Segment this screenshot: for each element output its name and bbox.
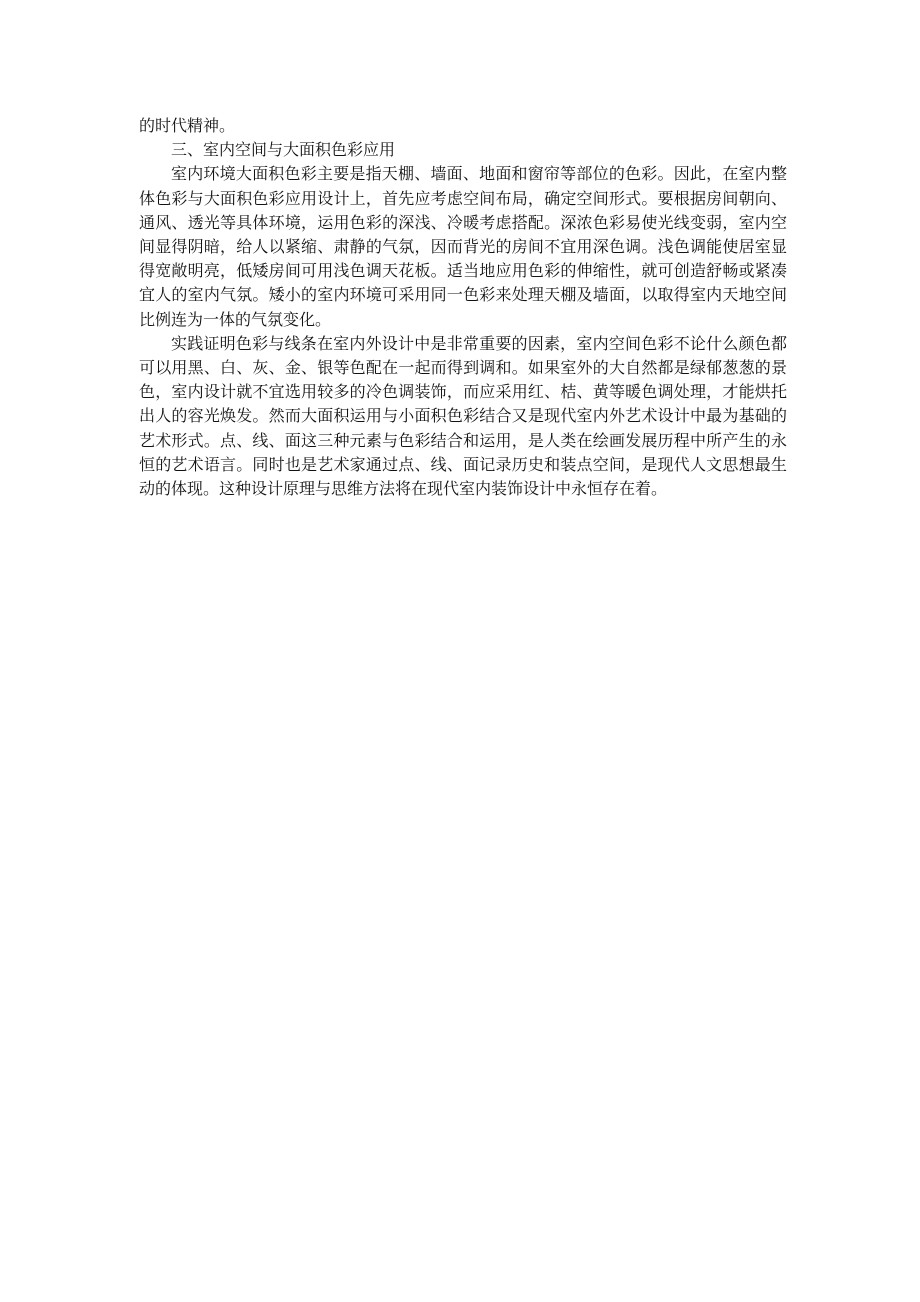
document-body <box>139 114 787 501</box>
paragraph-1: 室内环境大面积色彩主要是指天棚、墙面、地面和窗帘等部位的色彩。因此，在室内整体色彩与大面积色彩应用设计上，首先应考虑空间布局，确定空间形式。要根据房间朝向、通风、透光等具体环境，运用色彩的深浅、冷暖考虑搭配。深浓色彩易使光线变弱，室内空间显得阴暗，给人以紧缩、肃静的气氛，因而背光的房间不宜用深色调。浅色调能使居室显得宽敞明亮，低矮房间可用浅色调天花板。适当地应用色彩的伸缩性，就可创造舒畅或紧凑宜人的室内气氛。矮小的室内环境可采用同一色彩来处理天棚及墙面，以取得室内天地空间比例连为一体的气氛变化。 <box>139 164 787 329</box>
section-heading: 三、室内空间与大面积色彩应用 <box>171 140 396 160</box>
continuation-text: 的时代精神。 <box>139 116 236 135</box>
paragraph-2: 实践证明色彩与线条在室内外设计中是非常重要的因素，室内空间色彩不论什么颜色都可以用黑、白、灰、金、银等色配在一起而得到调和。如果室外的大自然都是绿郁葱葱的景色，室内设计就不宜选用较多的冷色调装饰，而应采用红、桔、黄等暖色调处理，才能烘托出人的容光焕发。然而大面积运用与小面积色彩结合又是现代室内外艺术设计中最为基础的艺术形式。点、线、面这三种元素与色彩结合和运用，是人类在绘画发展历程中所产生的永恒的艺术语言。同时也是艺术家通过点、线、面记录历史和装点空间，是现代人文思想最生动的体现。这种设计原理与思维方法将在现代室内装饰设计中永恒存在着。 <box>139 333 787 499</box>
